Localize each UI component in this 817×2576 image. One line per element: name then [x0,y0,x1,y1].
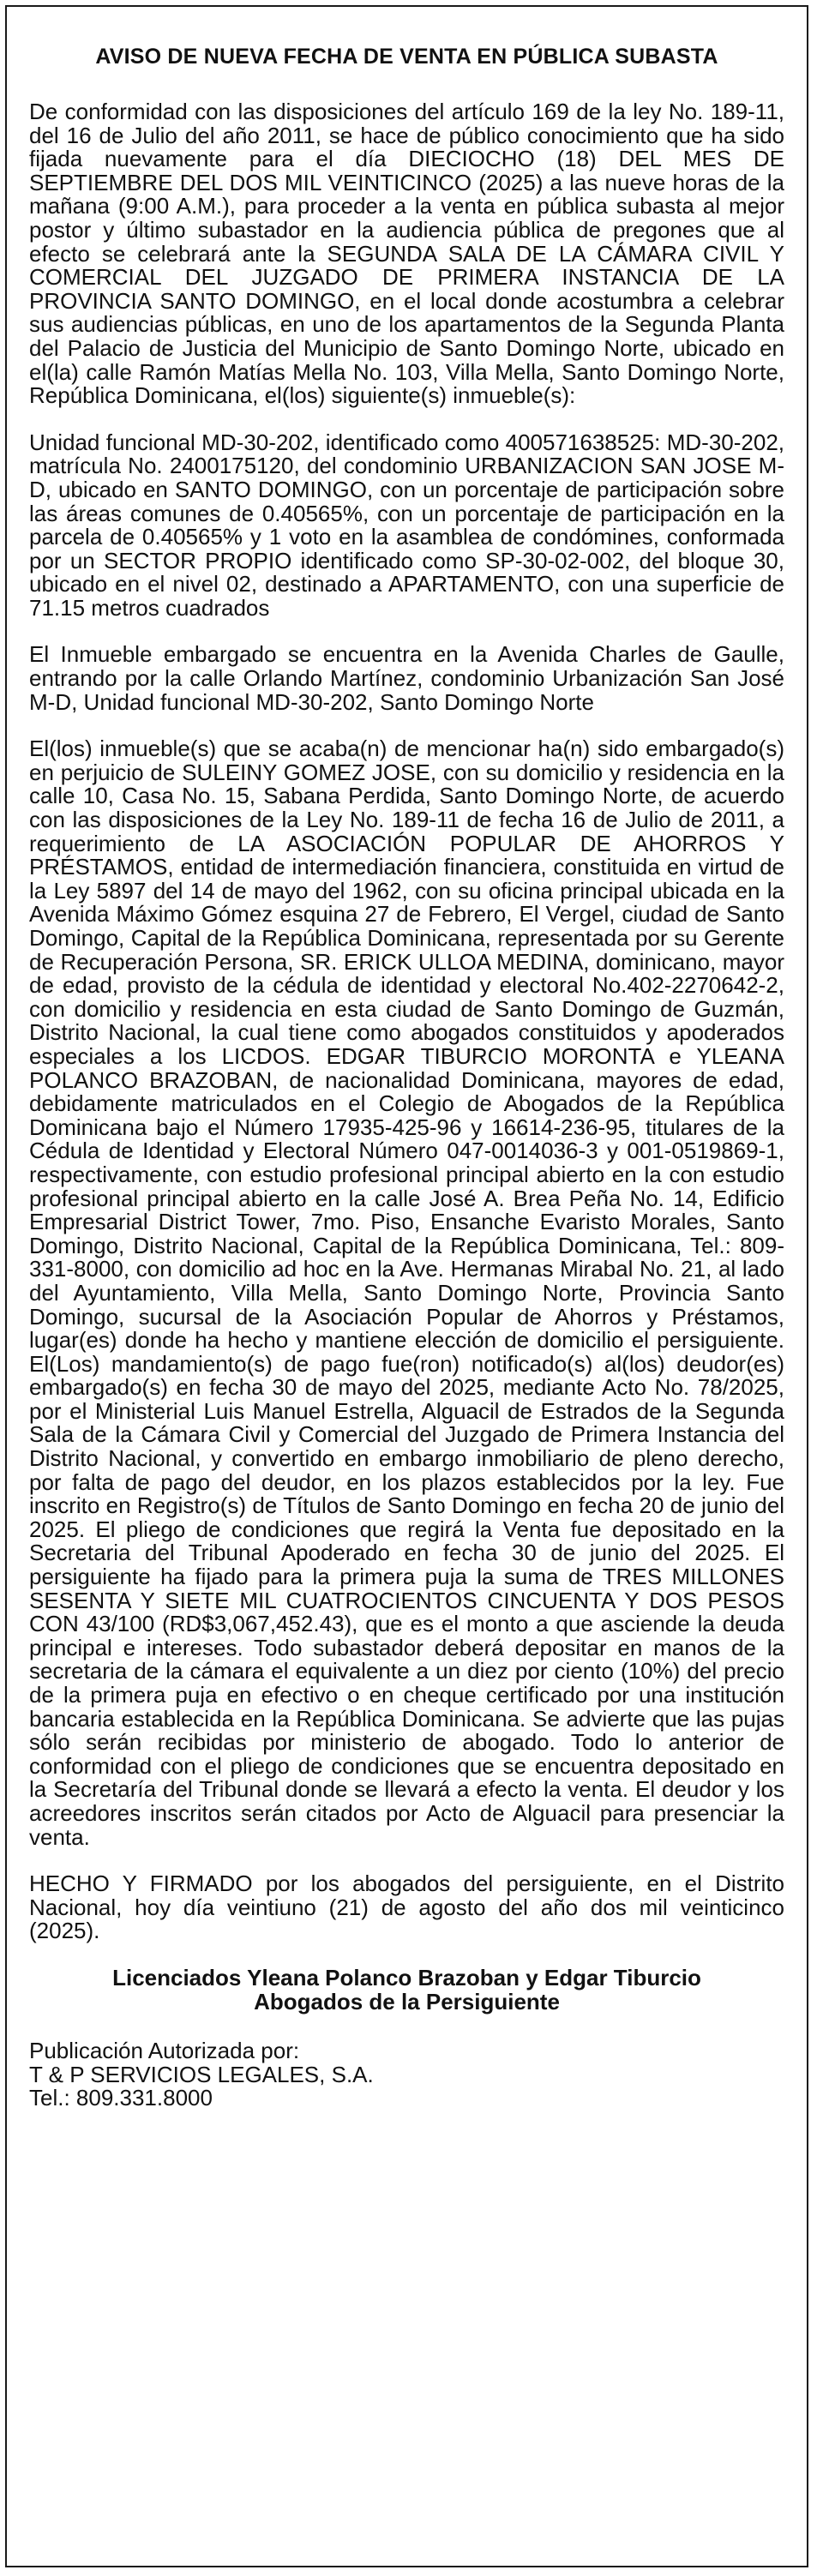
signature-role: Abogados de la Persiguiente [254,1988,560,2015]
publisher-block [29,2039,784,2111]
publisher-label: Publicación Autorizada por: [29,2038,300,2064]
notice-title: AVISO DE NUEVA FECHA DE VENTA EN PÚBLICA SUBASTA [95,45,718,69]
publisher-company: T & P SERVICIOS LEGALES, S.A. [29,2061,374,2087]
signature-lawyers: Licenciados Yleana Polanco Brazoban y Edgar Tiburcio [112,1964,701,1991]
paragraph-signed-statement: HECHO Y FIRMADO por los abogados del persiguiente, en el Distrito Nacional, hoy día veintiuno (21) de agosto del año dos mil veinticinco (2025). [29,1870,784,1944]
publisher-phone: Tel.: 809.331.8000 [29,2085,213,2111]
paragraph-property-description: Unidad funcional MD-30-202, identificado como 400571638525: MD-30-202, matrícula No. 2400175120, del condominio URBANIZACION SAN JOSE M-D, ubicado en SANTO DOMINGO, con un porcentaje de participación sobre las áreas comunes de 0.40565%, con un porcentaje de participación en la parcela de 0.40565% y 1 voto en la asamblea de condómines, conformada por un SECTOR PROPIO identificado como SP-30-02-002, del bloque 30, ubicado en el nivel 02, destinado a APARTAMENTO, con una superficie de 71.15 metros cuadrados [29,429,784,621]
legal-notice [5,5,808,2567]
paragraph-seizure-details: El(los) inmueble(s) que se acaba(n) de mencionar ha(n) sido embargado(s) en perjuicio de SULEINY GOMEZ JOSE, con su domicilio y residencia en la calle 10, Casa No. 15, Sabana Perdida, Santo Domingo Norte, de acuerdo con las disposiciones de la Ley No. 189-11 de fecha 16 de Julio de 2011, a requerimiento de LA ASOCIACIÓN POPULAR DE AHORROS Y PRÉSTAMOS, entidad de intermediación financiera, constituida en virtud de la Ley 5897 del 14 de mayo del 1962, con su oficina principal ubicada en la Avenida Máximo Gómez esquina 27 de Febrero, El Vergel, ciudad de Santo Domingo, Capital de la República Dominicana, representada por su Gerente de Recuperación Persona, SR. ERICK ULLOA MEDINA, dominicano, mayor de edad, provisto de la cédula de identidad y electoral No.402-2270642-2, con domicilio y residencia en esta ciudad de Santo Domingo de Guzmán, Distrito Nacional, la cual tiene como abogados constituidos y apoderados especiales a los LICDOS. EDGAR TIBURCIO MORONTA e YLEANA POLANCO BRAZOBAN, de nacionalidad Dominicana, mayores de edad, debidamente matriculados en el Colegio de Abogados de la República Dominicana bajo el Número 17935-425-96 y 16614-236-95, titulares de la Cédula de Identidad y Electoral Número 047-0014036-3 y 001-0519869-1, respectivamente, con estudio profesional principal abierto en la con estudio profesional principal abierto en la calle José A. Brea Peña No. 14, Edificio Empresarial District Tower, 7mo. Piso, Ensanche Evaristo Morales, Santo Domingo, Distrito Nacional, Capital de la República Dominicana, Tel.: 809-331-8000, con domicilio ad hoc en la Ave. Hermanas Mirabal No. 21, al lado del Ayuntamiento, Villa Mella, Santo Domingo Norte, Provincia Santo Domingo, sucursal de la Asociación Popular de Ahorros y Préstamos, lugar(es) donde ha hecho y mantiene elección de domicilio el persiguiente. El(Los) mandamiento(s) de pago fue(ron) notificado(s) al(los) deudor(es) embargado(s) en fecha 30 de mayo del 2025, mediante Acto No. 78/2025, por el Ministerial Luis Manuel Estrella, Alguacil de Estrados de la Segunda Sala de la Cámara Civil y Comercial del Juzgado de Primera Instancia del Distrito Nacional, y convertido en embargo inmobiliario de pleno derecho, por falta de pago del deudor, en los plazos establecidos por la ley. Fue inscrito en Registro(s) de Títulos de Santo Domingo en fecha 20 de junio del 2025. El pliego de condiciones que regirá la Venta fue depositado en la Secretaria del Tribunal Apoderado en fecha 30 de junio del 2025. El persiguiente ha fijado para la primera puja la suma de TRES MILLONES SESENTA Y SIETE MIL CUATROCIENTOS CINCUENTA Y DOS PESOS CON 43/100 (RD$3,067,452.43), que es el monto a que asciende la deuda principal e intereses. Todo subastador deberá depositar en manos de la secretaria de la cámara el equivalente a un diez por ciento (10%) del precio de la primera puja en efectivo o en cheque certificado por una institución bancaria establecida en la República Dominicana. Se advierte que las pujas sólo serán recibidas por ministerio de abogado. Todo lo anterior de conformidad con el pliego de condiciones que se encuentra depositado en la Secretaría del Tribunal donde se llevará a efecto la venta. El deudor y los acreedores inscritos serán citados por Acto de Alguacil para presenciar la venta. [29,736,784,1850]
paragraph-auction-date: De conformidad con las disposiciones del artículo 169 de la ley No. 189-11, del 16 de Julio del año 2011, se hace de público conocimiento que ha sido fijada nuevamente para el día DIECIOCHO (18) DEL MES DE SEPTIEMBRE DEL DOS MIL VEINTICINCO (2025) a las nueve horas de la mañana (9:00 A.M.), para proceder a la venta en pública subasta al mejor postor y último subastador en la audiencia pública de pregones que al efecto se celebrará ante la SEGUNDA SALA DE LA CÁMARA CIVIL Y COMERCIAL DEL JUZGADO DE PRIMERA INSTANCIA DE LA PROVINCIA SANTO DOMINGO, en el local donde acostumbra a celebrar sus audiencias públicas, en uno de los apartamentos de la Segunda Planta del Palacio de Justicia del Municipio de Santo Domingo Norte, ubicado en el(la) calle Ramón Matías Mella No. 103, Villa Mella, Santo Domingo Norte, República Dominicana, el(los) siguiente(s) inmueble(s): [29,99,784,409]
signature-block [29,1964,784,2015]
paragraph-property-location: El Inmueble embargado se encuentra en la Avenida Charles de Gaulle, entrando por la calle Orlando Martínez, condominio Urbanización San José M-D, Unidad funcional MD-30-202, Santo Domingo Norte [29,641,784,715]
